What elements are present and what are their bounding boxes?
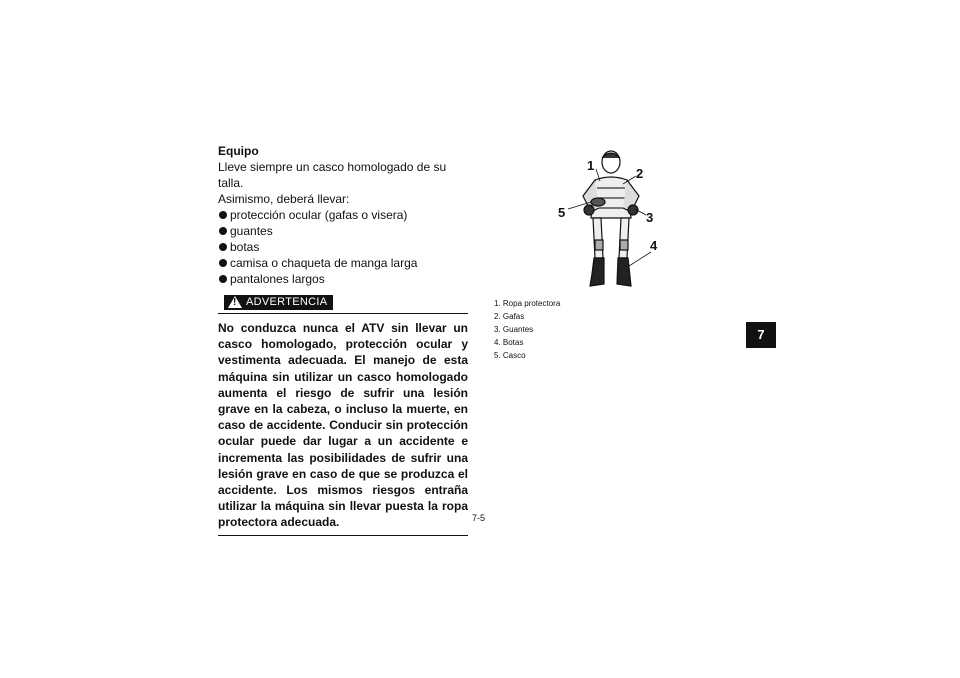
bullet-icon xyxy=(219,227,227,235)
section-heading: Equipo xyxy=(218,144,259,158)
chapter-tab: 7 xyxy=(746,322,776,348)
caption-item: 2. Gafas xyxy=(494,312,525,321)
intro-line-2: Asimismo, deberá llevar: xyxy=(218,192,350,206)
list-item: pantalones largos xyxy=(218,271,468,287)
page-number: 7-5 xyxy=(472,513,486,523)
goggles-shape xyxy=(591,198,605,206)
caption-item: 3. Guantes xyxy=(494,325,534,334)
warning-text: No conduzca nunca el ATV sin llevar un casco homologado, protección ocular y vestimenta adecuada. El manejo de esta máquina sin utilizar un casco homologado aumenta el riesgo de sufrir una lesión grave en la cabeza, o incluso la muerte, en caso de accidente. Conducir sin protección ocular puede dar lugar a un accidente e incrementa las posibilidades de sufrir una lesión grave en caso de que se produzca el accidente. Los mismos riesgos entraña utilizar la máquina sin llevar puesta la ropa protectora adecuada. xyxy=(218,320,468,536)
bullet-icon xyxy=(219,259,227,267)
warning-label: ADVERTENCIA xyxy=(246,296,328,308)
list-item: botas xyxy=(218,239,468,255)
caption-item: 5. Casco xyxy=(494,351,526,360)
callout-2: 2 xyxy=(636,166,644,181)
list-item: camisa o chaqueta de manga larga xyxy=(218,255,468,271)
callout-4: 4 xyxy=(650,238,658,253)
intro-line-1: Lleve siempre un casco homologado de su talla. xyxy=(218,160,447,190)
caption-item: 4. Botas xyxy=(494,338,524,347)
callout-5: 5 xyxy=(558,205,566,220)
warning-badge: ! ADVERTENCIA xyxy=(224,295,333,310)
warning-header xyxy=(218,295,468,314)
list-item: protección ocular (gafas o visera) xyxy=(218,207,468,223)
caption-item: 1. Ropa protectora xyxy=(494,299,561,308)
bullet-icon xyxy=(219,275,227,283)
bullet-icon xyxy=(219,243,227,251)
list-item: guantes xyxy=(218,223,468,239)
boot-shape xyxy=(590,258,604,286)
figure-captions xyxy=(494,297,560,362)
equipment-section xyxy=(218,143,468,536)
bullet-icon xyxy=(219,211,227,219)
rider-gear-illustration xyxy=(545,148,675,296)
callout-1: 1 xyxy=(587,158,595,173)
equipment-list xyxy=(218,207,468,287)
callout-3: 3 xyxy=(646,210,654,225)
